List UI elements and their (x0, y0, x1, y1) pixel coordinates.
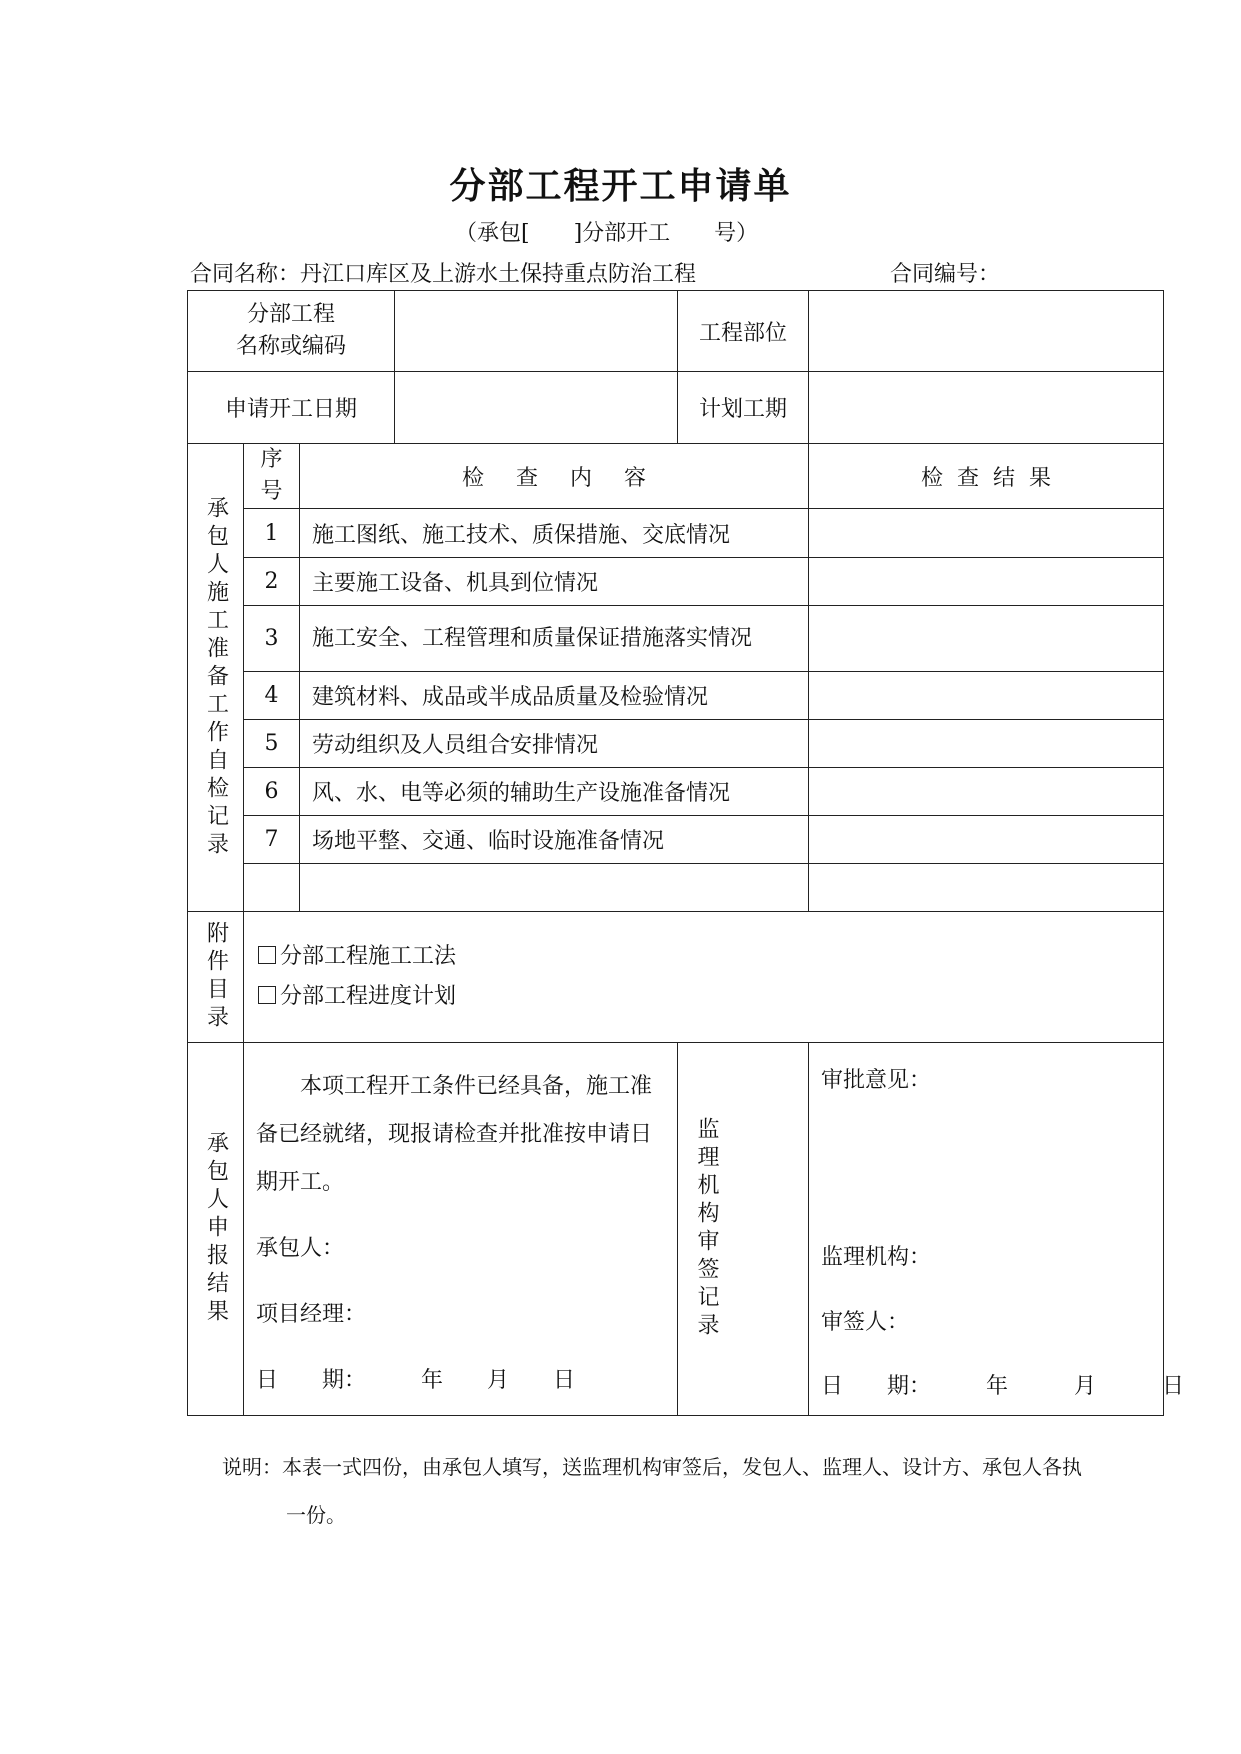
item-content: 风、水、电等必须的辅助生产设施准备情况 (300, 768, 809, 816)
checkbox-icon[interactable] (258, 986, 276, 1004)
attachments-section-label: 附件目录 (188, 912, 244, 1043)
project-part-label: 工程部位 (678, 291, 809, 372)
form-number: （承包[ ]分部开工 号） (455, 221, 759, 246)
item-result[interactable] (809, 768, 1164, 816)
contractor-date[interactable]: 日 期： 年 月 日 (256, 1368, 576, 1393)
application-form (187, 290, 1185, 1416)
item-result[interactable] (809, 672, 1164, 720)
start-date-label: 申请开工日期 (188, 372, 395, 444)
item-content: 施工安全、工程管理和质量保证措施落实情况 (300, 606, 809, 672)
contract-number: 合同编号： (890, 262, 1001, 287)
item-no: 6 (244, 768, 300, 816)
supervisor-record (809, 1043, 1185, 1416)
supervisor-date[interactable]: 日 期： 年 月 日 (821, 1374, 1185, 1399)
item-result[interactable] (809, 816, 1164, 864)
attachments-list (244, 912, 1164, 1043)
signer[interactable]: 审签人： (821, 1310, 910, 1335)
item-no: 4 (244, 672, 300, 720)
attachment-item[interactable]: 分部工程进度计划 (244, 977, 1163, 1017)
attachment-item[interactable]: 分部工程施工工法 (244, 937, 1163, 977)
project-part-value[interactable] (809, 291, 1164, 372)
contract-name: 合同名称：丹江口库区及上游水土保持重点防治工程 (190, 262, 697, 287)
contractor-signature[interactable]: 承包人： (256, 1236, 345, 1261)
project-name-label: 分部工程 名称或编码 (188, 291, 395, 372)
start-date-value[interactable] (395, 372, 678, 444)
project-name-value[interactable] (395, 291, 678, 372)
item-content-empty[interactable] (300, 864, 809, 912)
checkbox-icon[interactable] (258, 946, 276, 964)
item-no: 7 (244, 816, 300, 864)
item-content: 劳动组织及人员组合安排情况 (300, 720, 809, 768)
item-result[interactable] (809, 720, 1164, 768)
item-result[interactable] (809, 509, 1164, 558)
plan-period-value[interactable] (809, 372, 1164, 444)
item-result[interactable] (809, 558, 1164, 606)
item-content: 主要施工设备、机具到位情况 (300, 558, 809, 606)
col-no-header: 序 号 (244, 444, 300, 509)
item-result[interactable] (809, 606, 1164, 672)
page-title: 分部工程开工申请单 (449, 165, 792, 207)
item-no: 3 (244, 606, 300, 672)
form-note: 说明：本表一式四份，由承包人填写，送监理机构审签后，发包人、监理人、设计方、承包人各执 一份。 (222, 1455, 1082, 1527)
item-content: 建筑材料、成品或半成品质量及检验情况 (300, 672, 809, 720)
item-no: 5 (244, 720, 300, 768)
supervisor-section-label: 监理机构审签记录 (678, 1043, 809, 1416)
item-result-empty[interactable] (809, 864, 1164, 912)
plan-period-label: 计划工期 (678, 372, 809, 444)
declaration-text: 本项工程开工条件已经具备，施工准备已经就绪，现报请检查并批准按申请日期开工。 (256, 1074, 653, 1195)
item-no: 2 (244, 558, 300, 606)
contractor-section-label: 承包人申报结果 (188, 1043, 244, 1416)
selfcheck-section-label: 承包人施工准备工作自检记录 (188, 444, 244, 912)
manager-signature[interactable]: 项目经理： (256, 1302, 367, 1327)
item-content: 施工图纸、施工技术、质保措施、交底情况 (300, 509, 809, 558)
col-content-header: 检查内容 (300, 444, 809, 509)
item-content: 场地平整、交通、临时设施准备情况 (300, 816, 809, 864)
contractor-declaration (244, 1043, 678, 1416)
supervisor-org[interactable]: 监理机构： (821, 1245, 932, 1270)
col-result-header: 检查结果 (809, 444, 1164, 509)
item-no-empty[interactable] (244, 864, 300, 912)
approval-opinion[interactable]: 审批意见： (821, 1068, 932, 1093)
item-no: 1 (244, 509, 300, 558)
